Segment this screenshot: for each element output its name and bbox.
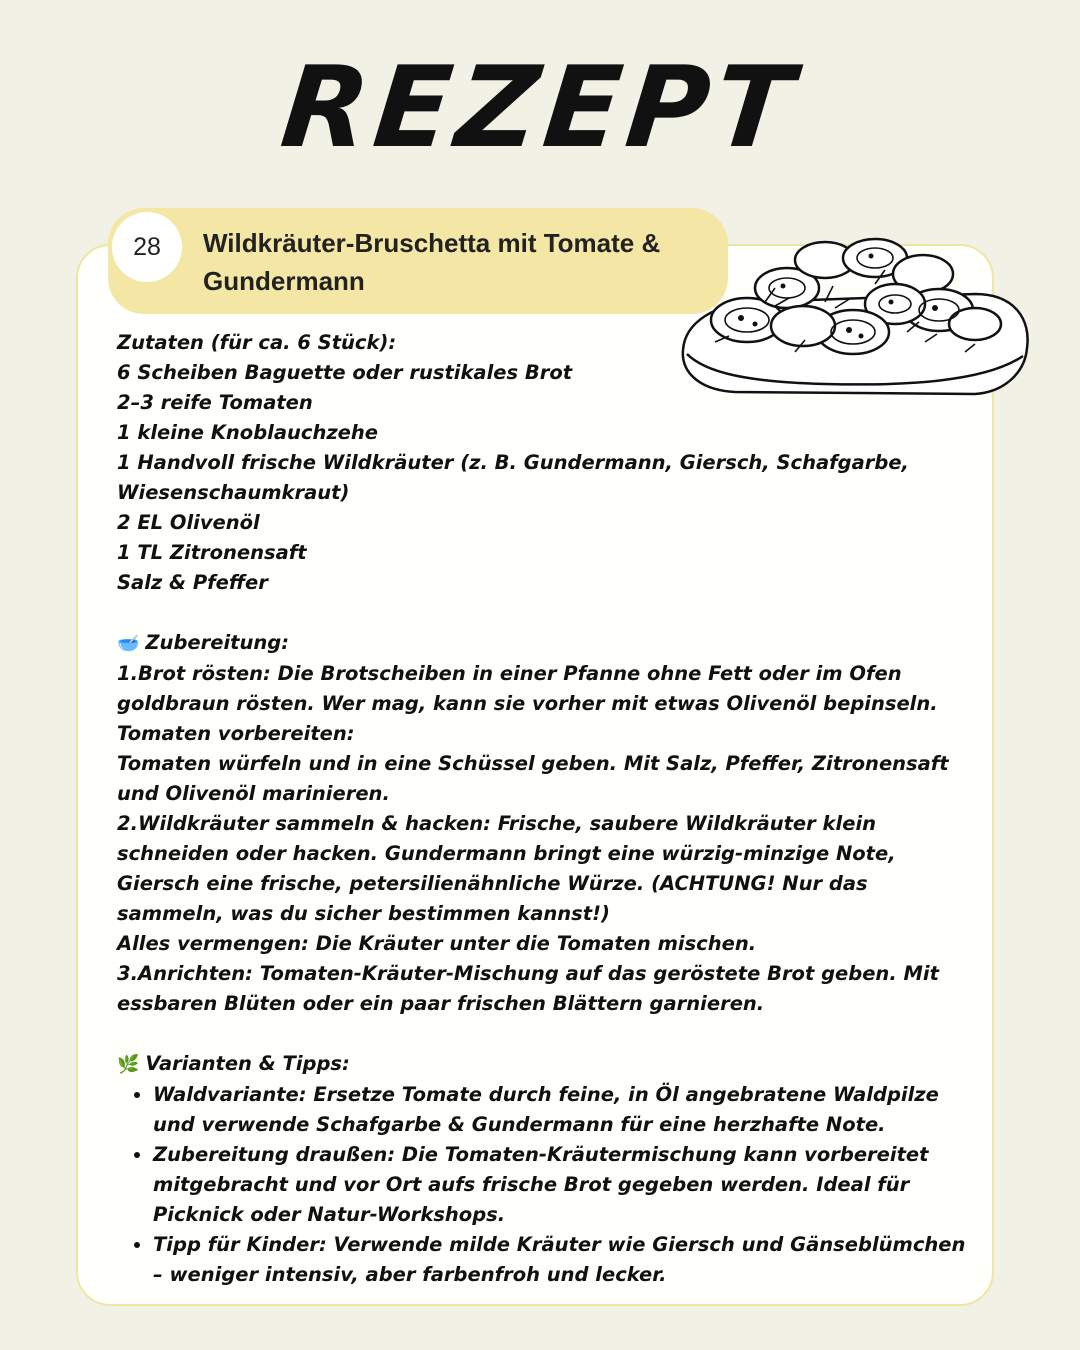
tips-heading: Varianten & Tipps:	[145, 1052, 350, 1075]
preparation-step: 1.Brot rösten: Die Brotscheiben in einer Pfanne ohne Fett oder im Ofen goldbraun rösten. Wer mag, kann sie vorher mit etwas Olivenöl bepinseln.	[117, 662, 938, 715]
ingredient-item: 2–3 reife Tomaten	[117, 391, 313, 414]
tips-list	[117, 1080, 967, 1290]
recipe-number-badge	[112, 212, 182, 282]
preparation-step: Tomaten würfeln und in eine Schüssel geben. Mit Salz, Pfeffer, Zitronensaft und Olivenöl marinieren.	[117, 752, 956, 805]
tip-item: • Zubereitung draußen: Die Tomaten-Kräutermischung kann vorbereitet mitgebracht und vor Ort aufs frische Brot gegeben werden. Ideal für Picknick oder Natur-Workshops.	[153, 1140, 967, 1230]
ingredient-item: 6 Scheiben Baguette oder rustikales Brot	[117, 361, 573, 384]
preparation-step: Tomaten vorbereiten:	[117, 722, 355, 745]
ingredients-heading: Zutaten (für ca. 6 Stück):	[117, 331, 397, 354]
page-title: REZEPT	[275, 43, 805, 173]
preparation-step: 2.Wildkräuter sammeln & hacken: Frische, saubere Wildkräuter klein schneiden oder hacken. Gundermann bringt eine würzig-minzige Note, Giersch eine frische, petersilienähnliche Würze. (ACHTUNG! Nur das sammeln, was du sicher bestimmen kannst!)	[117, 812, 903, 925]
tips-heading-row	[117, 1049, 967, 1080]
tip-item: • Tipp für Kinder: Verwende milde Kräuter wie Giersch und Gänseblümchen – weniger intensiv, aber farbenfroh und lecker.	[153, 1230, 967, 1290]
ingredient-item: 2 EL Olivenöl	[117, 511, 260, 534]
ingredient-item: 1 Handvoll frische Wildkräuter (z. B. Gundermann, Giersch, Schafgarbe, Wiesenschaumkraut)	[117, 451, 916, 504]
ingredient-item: 1 TL Zitronensaft	[117, 541, 307, 564]
preparation-heading-row	[117, 628, 967, 659]
tip-item: • Waldvariante: Ersetze Tomate durch feine, in Öl angebratene Waldpilze und verwende Schafgarbe & Gundermann für eine herzhafte Note.	[153, 1080, 967, 1140]
recipe-number: 28	[133, 232, 161, 261]
preparation-heading: Zubereitung:	[145, 631, 289, 654]
preparation-step: 3.Anrichten: Tomaten-Kräuter-Mischung auf das geröstete Brot geben. Mit essbaren Blüten oder ein paar frischen Blättern garnieren.	[117, 962, 946, 1015]
recipe-title: Wildkräuter-Bruschetta mit Tomate & Gundermann	[203, 228, 661, 296]
recipe-content	[117, 328, 967, 1290]
herb-icon: 🌿	[117, 1054, 140, 1075]
ingredient-item: 1 kleine Knoblauchzehe	[117, 421, 379, 444]
ingredient-item: Salz & Pfeffer	[117, 571, 268, 594]
bowl-icon: 🥣	[117, 633, 140, 654]
preparation-step: Alles vermengen: Die Kräuter unter die Tomaten mischen.	[117, 932, 757, 955]
